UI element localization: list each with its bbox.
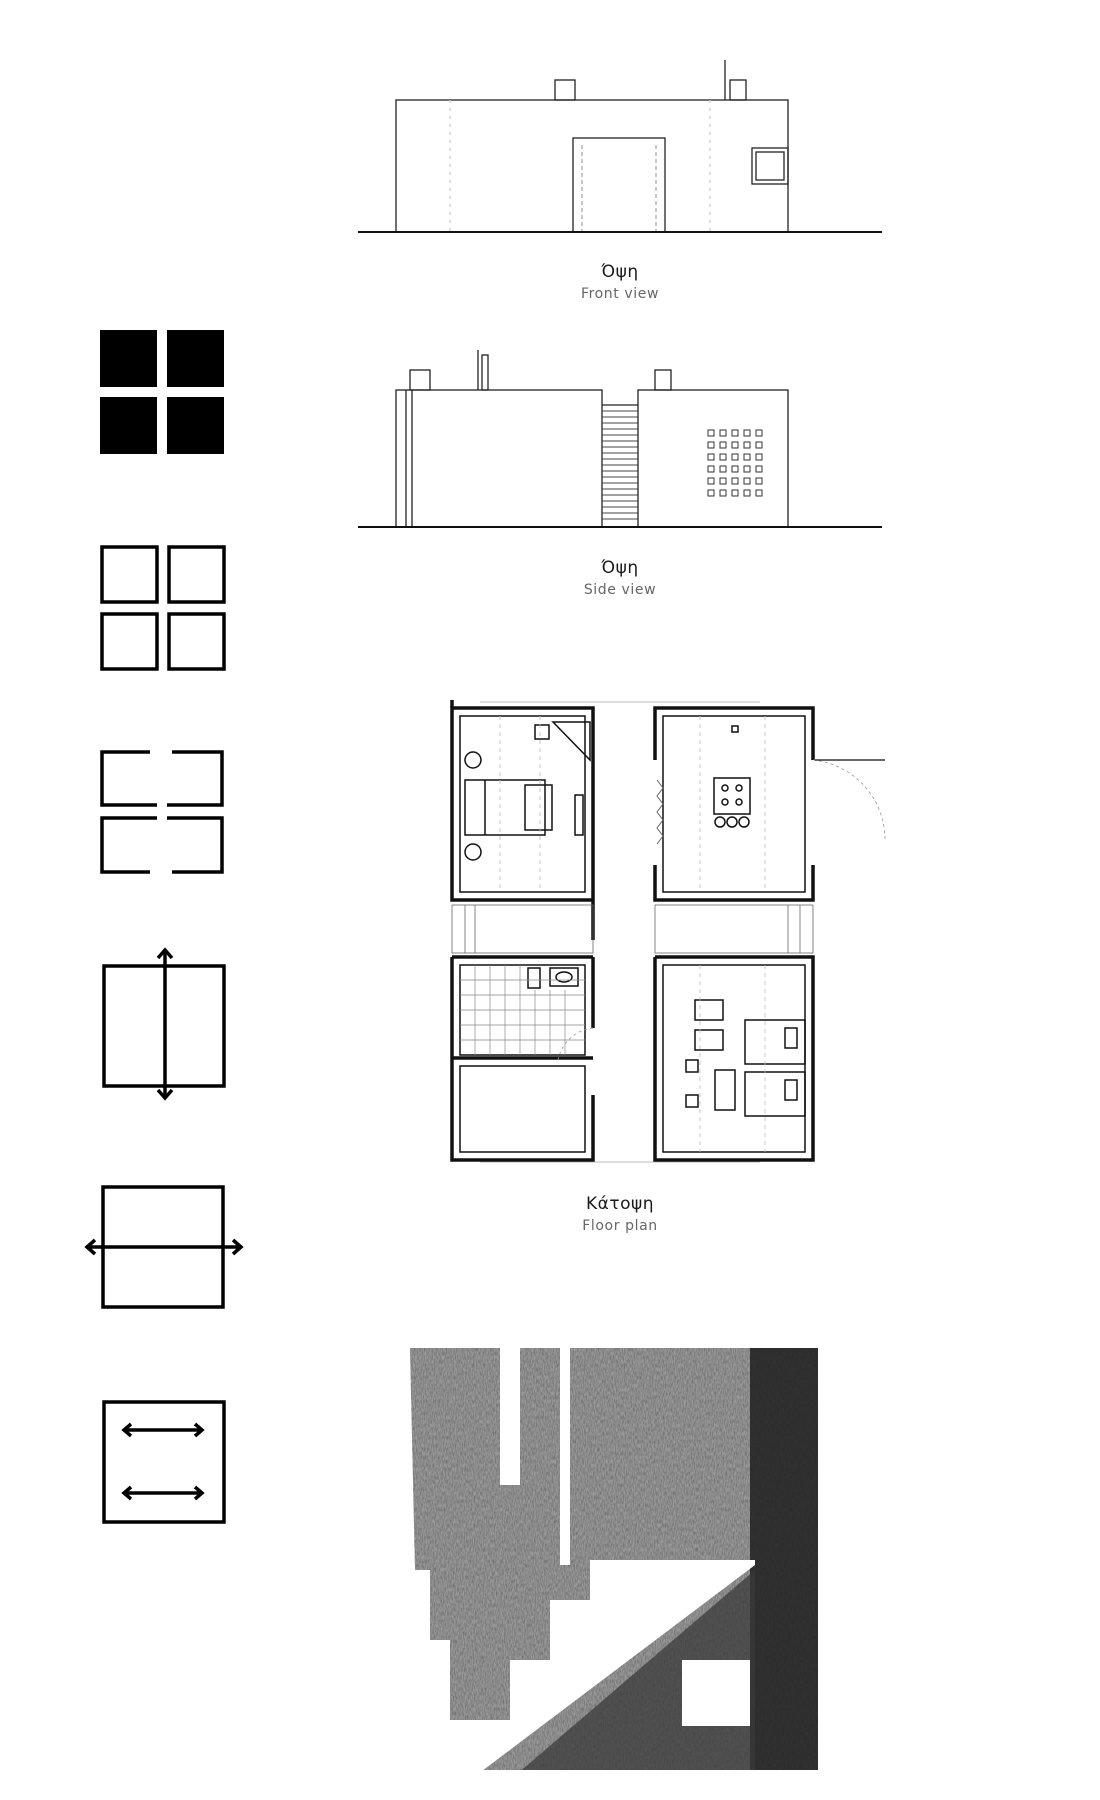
floor-plan-title-english: Floor plan xyxy=(582,1218,658,1234)
front-view-title-greek: Όψη xyxy=(601,262,639,282)
floor-plan-title-greek: Κάτοψη xyxy=(586,1194,654,1214)
horizontal-axis-arrow-icon xyxy=(85,1185,245,1315)
side-elevation-drawing xyxy=(350,345,890,535)
charcoal-abstract-artwork xyxy=(410,1340,840,1780)
four-outlined-squares-icon xyxy=(100,545,230,675)
floor-plan-drawing xyxy=(390,700,930,1170)
split-squares-icon xyxy=(100,750,230,880)
side-view-title-english: Side view xyxy=(583,582,657,598)
front-view-title-english: Front view xyxy=(580,286,660,302)
four-solid-squares-icon xyxy=(100,330,230,460)
front-elevation-drawing xyxy=(350,50,890,240)
floor-plan-caption xyxy=(460,1194,780,1234)
side-view-title-greek: Όψη xyxy=(601,558,639,578)
side-view-caption xyxy=(460,558,780,598)
front-view-caption xyxy=(460,262,780,302)
diagram-column xyxy=(80,320,250,1540)
vertical-axis-arrow-icon xyxy=(102,948,232,1098)
double-horizontal-arrows-icon xyxy=(102,1400,232,1530)
